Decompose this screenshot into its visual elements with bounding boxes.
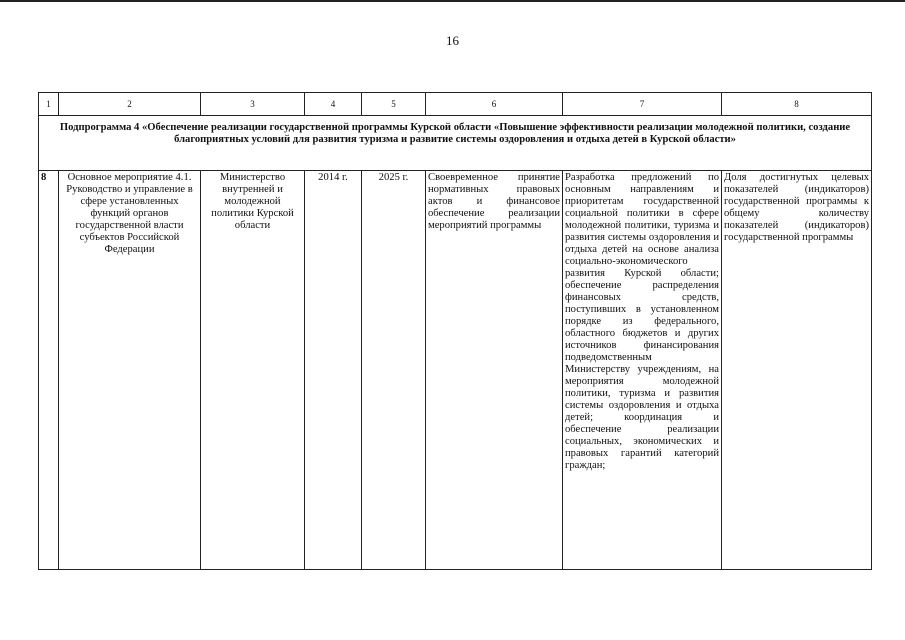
program-table [38,92,872,570]
page-top-edge [0,0,905,2]
main-directions-cell: Разработка предложений по основным направлениям и приоритетам государственной социальной политики в сфере молодежной политики, туризма и развития системы оздоровления и отдыха детей на основе анализа социально-экономического развития Курской области; обеспечение распределения финансовых средств, поступивших в установленном порядке из федерального, областного бюджетов и других источников финансирования подведомственным Министерству учреждениям, на мероприятия молодежной политики, туризма и развития системы оздоровления и отдыха детей; координация и обеспечение реализации социальных, экономических и правовых гарантий категорий граждан; [563,171,722,570]
column-number-cell: 1 [39,93,59,116]
end-year-cell: 2025 г. [362,171,426,570]
subprogram-row [39,116,872,171]
table-row [39,171,872,570]
column-number-cell: 3 [201,93,305,116]
row-number-cell: 8 [39,171,59,570]
page-number: 16 [446,33,459,48]
column-number-cell: 4 [305,93,362,116]
column-number-row [39,93,872,116]
column-number-cell: 6 [426,93,563,116]
column-number-cell: 2 [59,93,201,116]
expected-result-cell: Своевременное принятие нормативных правовых актов и финансовое обеспечение реализации мероприятий программы [426,171,563,570]
column-number-cell: 8 [722,93,872,116]
executor-cell: Министерство внутренней и молодежной политики Курской области [201,171,305,570]
start-year-cell: 2014 г. [305,171,362,570]
indicators-cell: Доля достигнутых целевых показателей (индикаторов) государственной программы к общему количеству показателей (индикаторов) государственной программы [722,171,872,570]
subprogram-title: Подпрограмма 4 «Обеспечение реализации государственной программы Курской области «Повышение эффективности реализации молодежной политики, создание благоприятных условий для развития туризма и развитие системы оздоровления и отдыха детей в Курской области» [39,116,872,171]
column-number-cell: 7 [563,93,722,116]
event-cell: Основное мероприятие 4.1. Руководство и управление в сфере установленных функций органов государственной власти субъектов Российской Федерации [59,171,201,570]
column-number-cell: 5 [362,93,426,116]
